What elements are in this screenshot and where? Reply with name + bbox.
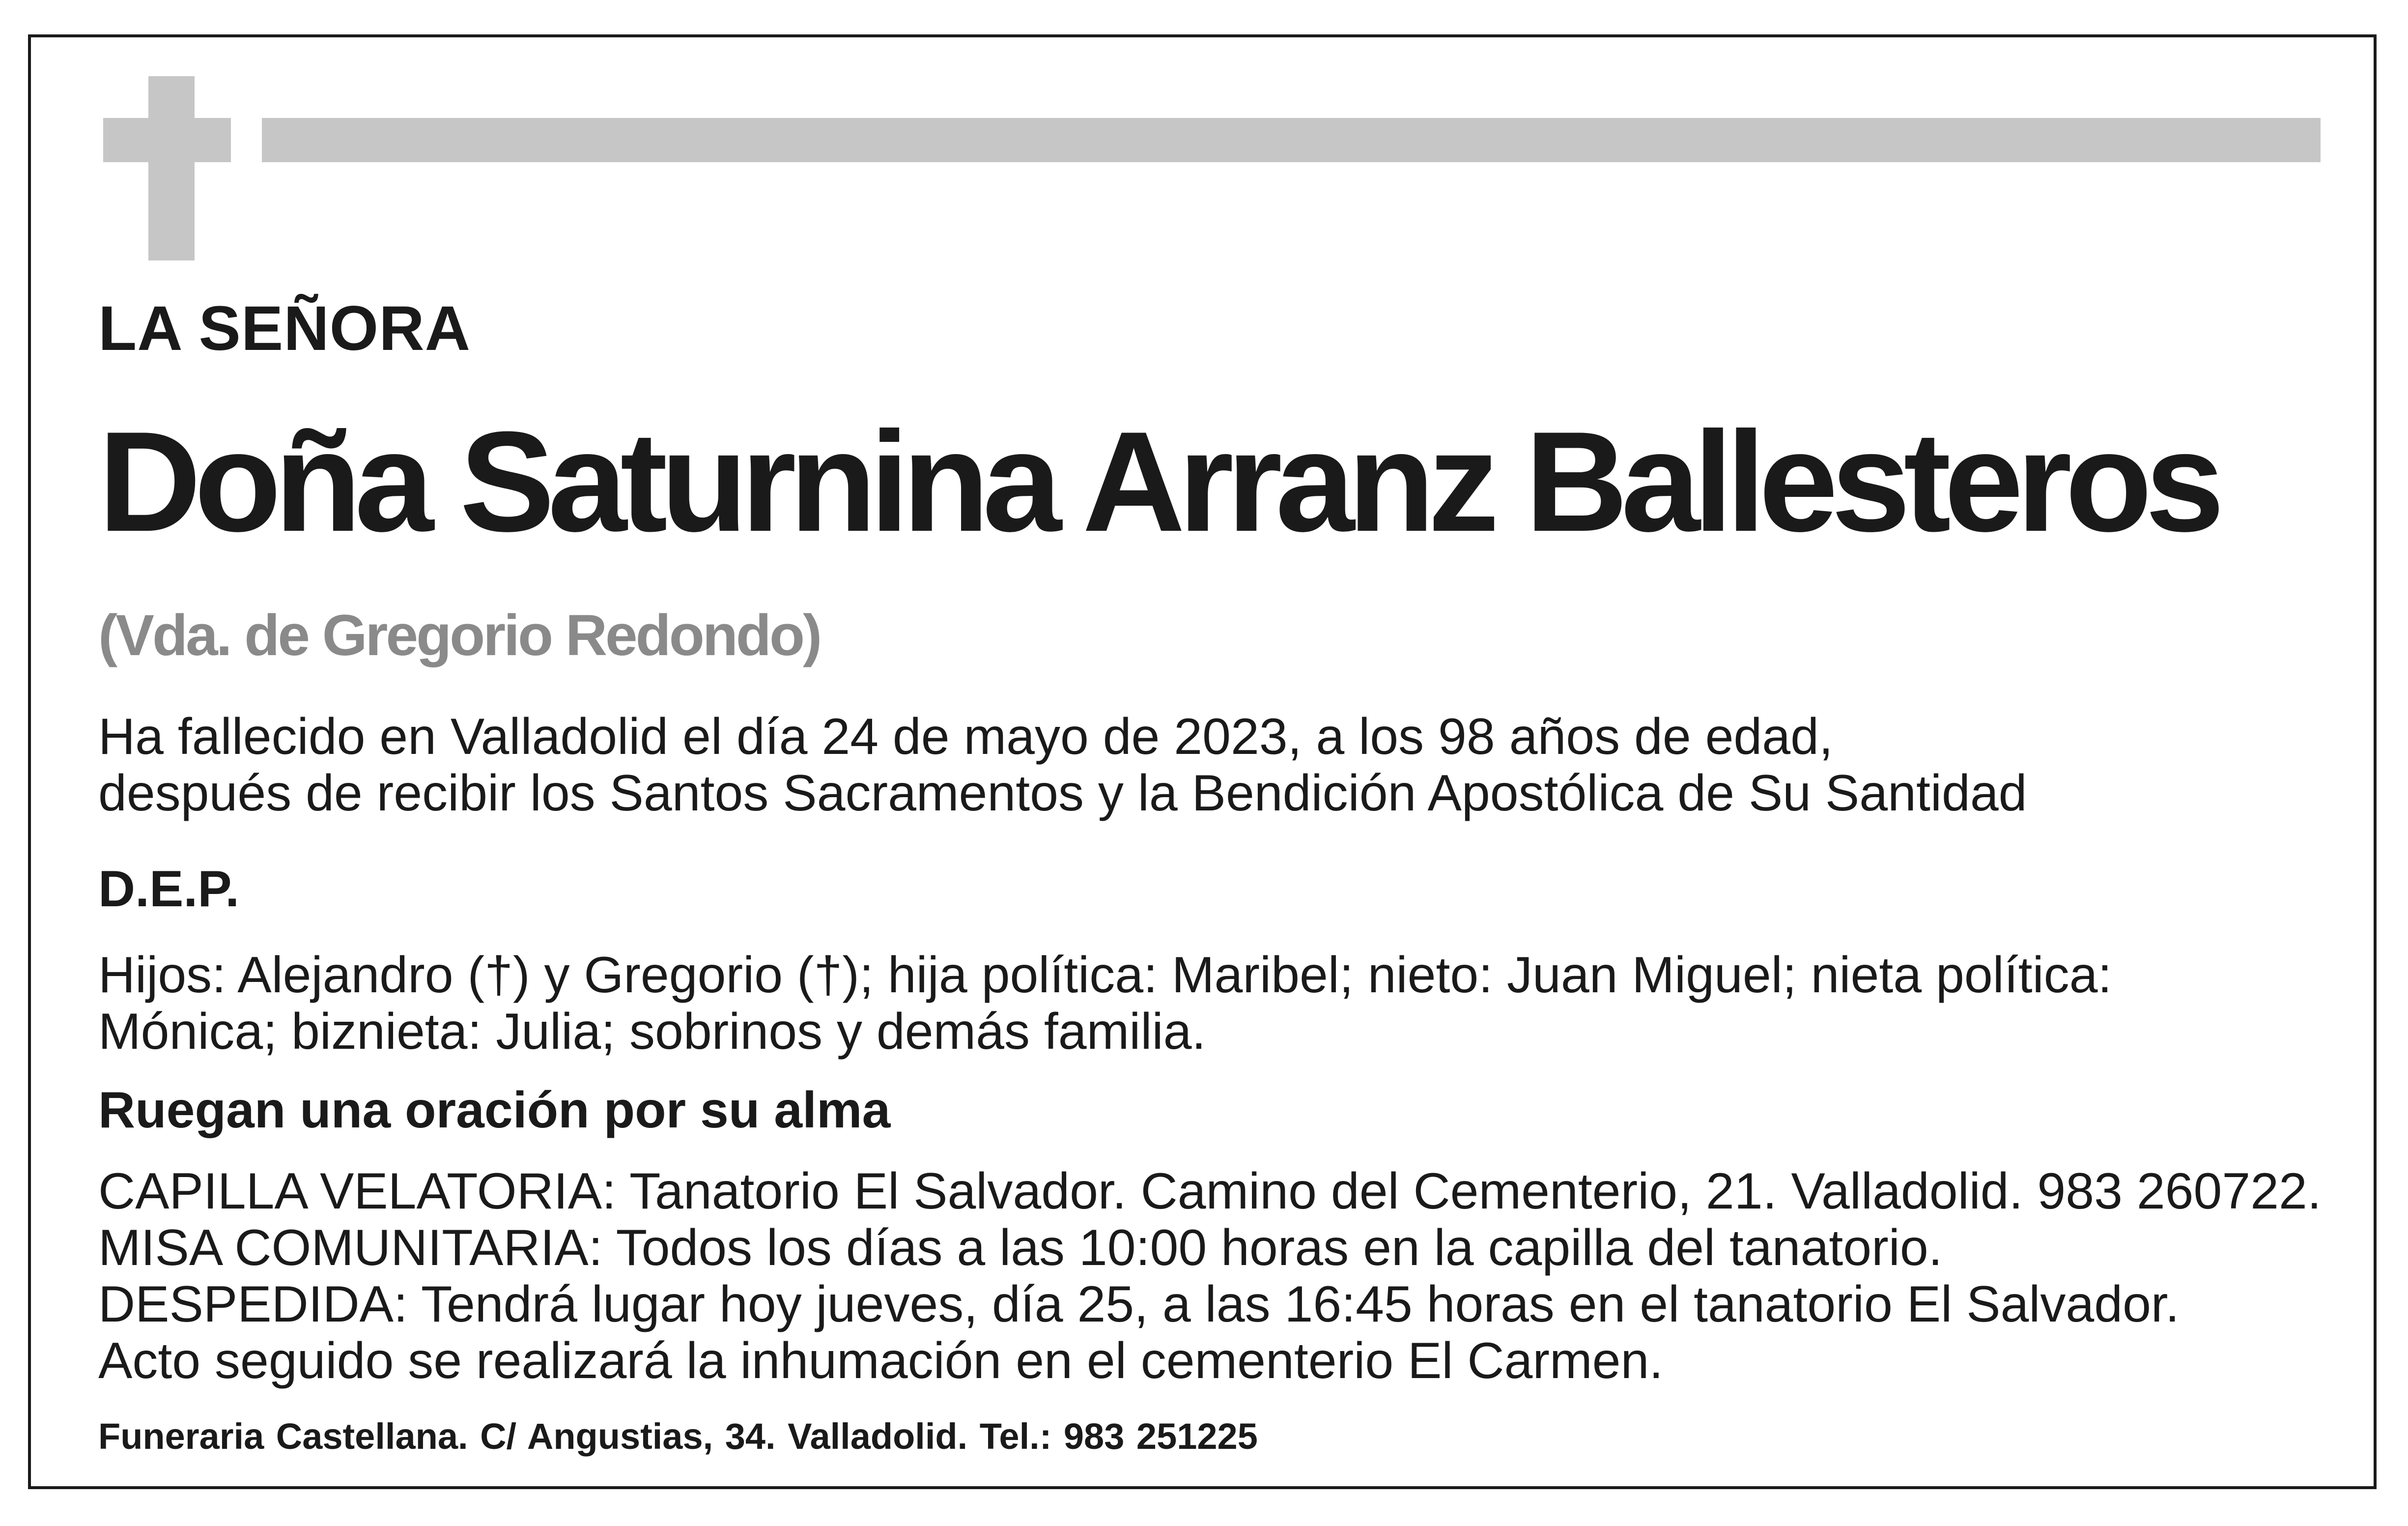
deceased-name: Doña Saturnina Arranz Ballesteros (98, 402, 2218, 561)
cross-vertical-beam (148, 76, 195, 260)
info-mass: MISA COMUNITARIA: Todos los días a las 10:00 horas en la capilla del tanatorio. (98, 1219, 1943, 1276)
family-line-2: Mónica; biznieta: Julia; sobrinos y demás familia. (98, 1003, 1206, 1060)
family-line-1: Hijos: Alejandro (†) y Gregorio (†); hija política: Maribel; nieto: Juan Miguel; nieta política: (98, 947, 2112, 1004)
info-burial: Acto seguido se realizará la inhumación en el cementerio El Carmen. (98, 1332, 1664, 1389)
widow-of: (Vda. de Gregorio Redondo) (98, 603, 821, 668)
notice-heading: LA SEÑORA (98, 293, 471, 364)
cross-horizontal-beam (103, 118, 231, 162)
death-line-1: Ha fallecido en Valladolid el día 24 de mayo de 2023, a los 98 años de edad, (98, 708, 1833, 765)
prayer-request: Ruegan una oración por su alma (98, 1082, 891, 1139)
rip-label: D.E.P. (98, 861, 240, 918)
funeral-home-footer: Funeraria Castellana. C/ Angustias, 34. Valladolid. Tel.: 983 251225 (98, 1416, 1258, 1457)
death-line-2: después de recibir los Santos Sacramentos y la Bendición Apostólica de Su Santidad (98, 765, 2027, 822)
header-bar (262, 118, 2321, 162)
info-wake-chapel: CAPILLA VELATORIA: Tanatorio El Salvador. Camino del Cementerio, 21. Valladolid. 983 260722. (98, 1163, 2322, 1220)
info-farewell: DESPEDIDA: Tendrá lugar hoy jueves, día 25, a las 16:45 horas en el tanatorio El Salvador. (98, 1276, 2180, 1333)
